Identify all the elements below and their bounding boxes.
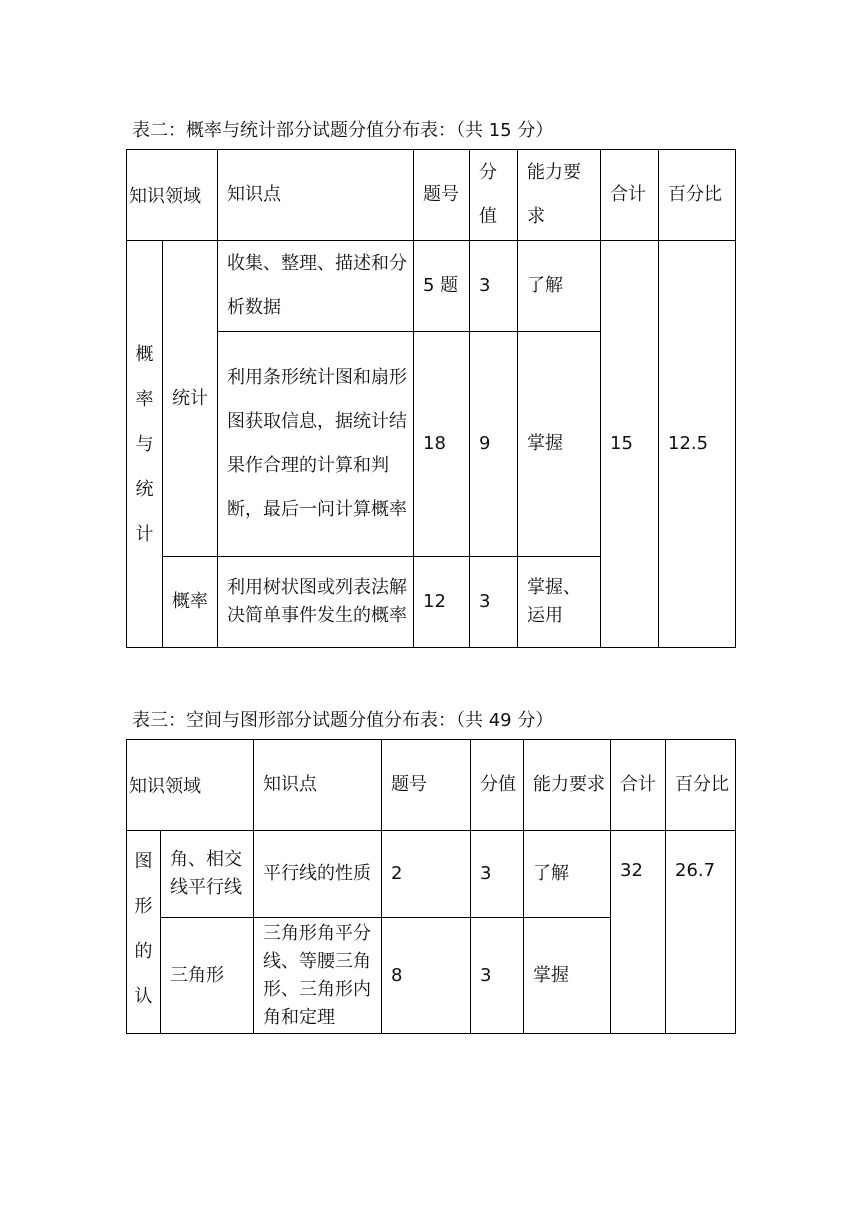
- point-cell: 利用树状图或列表法解决简单事件发生的概率: [218, 557, 414, 648]
- header-qnum: 题号: [382, 740, 471, 831]
- score-cell: 3: [471, 918, 524, 1034]
- score-cell: 9: [470, 332, 518, 557]
- table-row: [127, 241, 736, 332]
- qnum-cell: 5 题: [414, 241, 470, 332]
- sub-domain-stat: 统计: [163, 241, 218, 557]
- header-point: 知识点: [254, 740, 382, 831]
- point-cell: 平行线的性质: [254, 831, 382, 918]
- qnum-cell: 18: [414, 332, 470, 557]
- table3-header-row: [127, 740, 736, 831]
- percent-cell: 12.5: [659, 241, 736, 648]
- header-point: 知识点: [218, 150, 414, 241]
- table3: [126, 739, 736, 1034]
- table-row: [127, 831, 736, 918]
- qnum-cell: 8: [382, 918, 471, 1034]
- score-cell: 3: [470, 241, 518, 332]
- total-cell: 15: [601, 241, 659, 648]
- score-cell: 3: [471, 831, 524, 918]
- domain-main-cell: 概率与统计: [127, 241, 163, 648]
- header-total: 合计: [601, 150, 659, 241]
- ability-cell: 了解: [524, 831, 611, 918]
- qnum-cell: 12: [414, 557, 470, 648]
- sub-domain-prob: 概率: [163, 557, 218, 648]
- domain-main-cell: 图形的认: [127, 831, 161, 1034]
- percent-cell: 26.7: [666, 831, 736, 1034]
- ability-cell: 掌握、运用: [518, 557, 601, 648]
- header-domain: 知识领域: [127, 740, 254, 831]
- header-ability: 能力要求: [518, 150, 601, 241]
- score-cell: 3: [470, 557, 518, 648]
- point-cell: 三角形角平分线、等腰三角形、三角形内角和定理: [254, 918, 382, 1034]
- ability-cell: 掌握: [524, 918, 611, 1034]
- table3-caption: 表三：空间与图形部分试题分值分布表：（共 49 分）: [132, 710, 554, 731]
- header-percent: 百分比: [666, 740, 736, 831]
- table2: [126, 149, 736, 648]
- total-cell: 32: [611, 831, 666, 1034]
- header-ability: 能力要求: [524, 740, 611, 831]
- table2-header-row: [127, 150, 736, 241]
- header-percent: 百分比: [659, 150, 736, 241]
- header-domain: 知识领域: [127, 150, 218, 241]
- point-cell: 利用条形统计图和扇形图获取信息，据统计结果作合理的计算和判断，最后一问计算概率: [218, 332, 414, 557]
- qnum-cell: 2: [382, 831, 471, 918]
- header-qnum: 题号: [414, 150, 470, 241]
- header-score: 分值: [471, 740, 524, 831]
- header-score: 分值: [470, 150, 518, 241]
- sub-domain-cell: 角、相交线平行线: [161, 831, 254, 918]
- header-total: 合计: [611, 740, 666, 831]
- table2-caption: 表二：概率与统计部分试题分值分布表：（共 15 分）: [132, 120, 554, 141]
- ability-cell: 掌握: [518, 332, 601, 557]
- point-cell: 收集、整理、描述和分析数据: [218, 241, 414, 332]
- ability-cell: 了解: [518, 241, 601, 332]
- sub-domain-cell: 三角形: [161, 918, 254, 1034]
